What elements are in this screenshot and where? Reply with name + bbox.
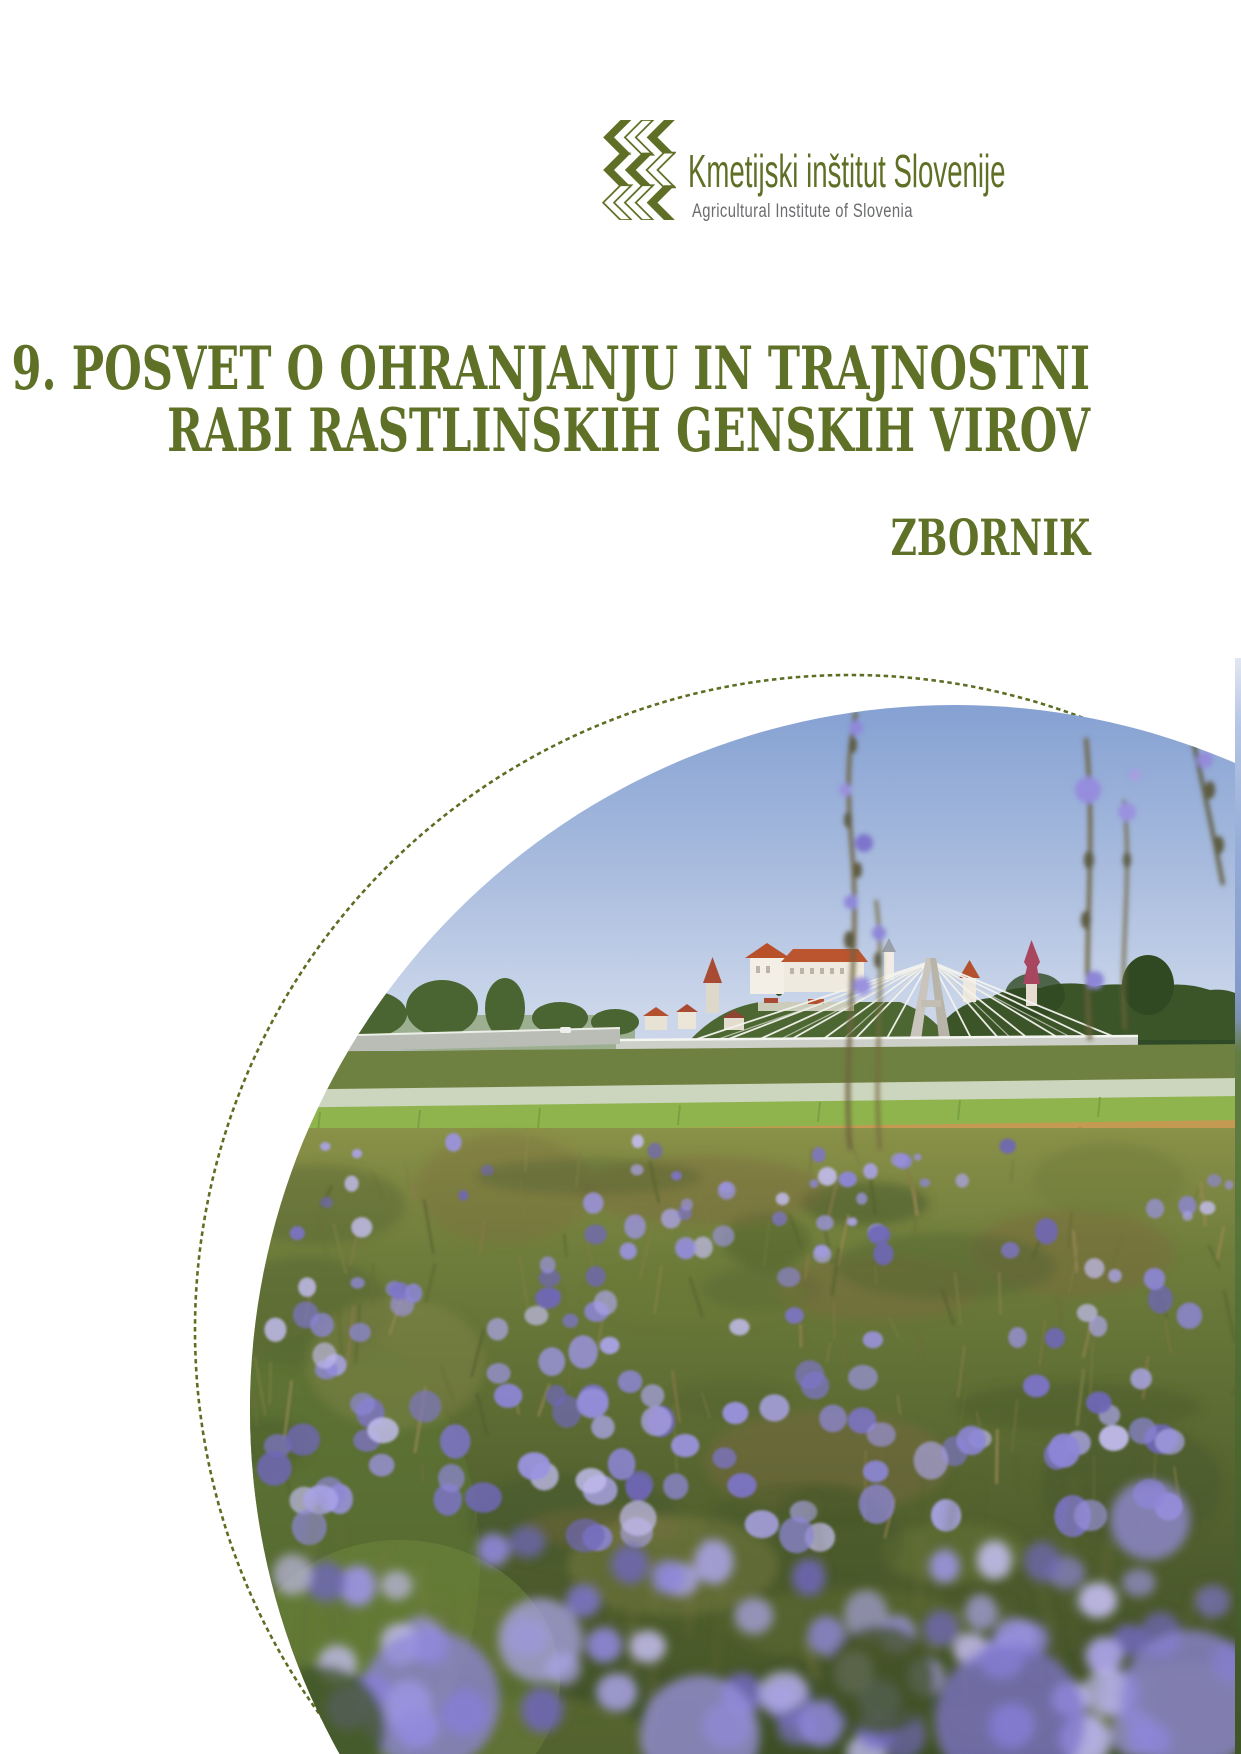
kis-emblem-icon — [602, 120, 676, 220]
page-edge-image-strip — [1235, 658, 1241, 1754]
title-line-2: RABI RASTLINSKIH GENSKIH VIROV — [167, 396, 1090, 466]
photo-scene — [180, 700, 1241, 1754]
subtitle-zbornik: ZBORNIK — [890, 508, 1090, 567]
sky-stems — [839, 700, 1224, 1150]
institute-logo — [602, 118, 1122, 228]
institute-name-slovenian: Kmetijski inštitut Slovenije — [688, 145, 1006, 197]
castle — [745, 938, 896, 1011]
pink-spire — [1023, 940, 1040, 1006]
meadow-texture — [220, 1134, 1241, 1754]
accent-ring — [195, 675, 1241, 1754]
meadow-flowers — [257, 1133, 1234, 1553]
bridge — [616, 958, 1138, 1067]
title-line-1: 9. POSVET O OHRANJANJU IN TRAJNOSTNI — [11, 334, 1090, 404]
church-tower — [703, 957, 722, 1013]
houses — [643, 1004, 746, 1030]
page-title — [11, 334, 1090, 466]
foreground-blur-flowers — [255, 1476, 1241, 1754]
round-tower — [959, 960, 980, 1002]
institute-name-english: Agricultural Institute of Slovenia — [692, 201, 913, 222]
meadow-stems — [253, 1132, 1241, 1538]
